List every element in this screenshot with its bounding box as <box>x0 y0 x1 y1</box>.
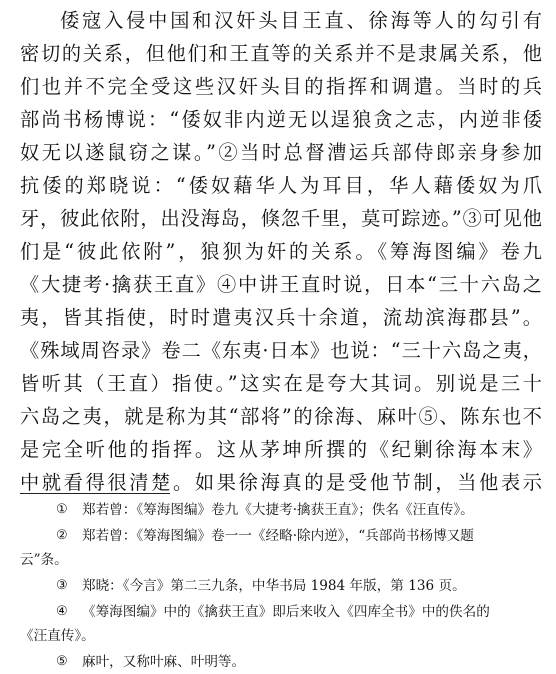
footnote-number: ④ <box>56 604 68 619</box>
text-line: 牙，彼此依附，出没海岛，倏忽千里，莫可踪迹。”③可见他 <box>20 207 542 230</box>
text-line: 们也并不完全受这些汉奸头目的指挥和调遣。当时的兵 <box>20 75 542 98</box>
text-line: 抗倭的郑晓说：“倭奴藉华人为耳目，华人藉倭奴为爪 <box>20 174 542 197</box>
footnote-text: 《筹海图编》中的《擒获王直》即后来收入《四库全书》中的佚名的 <box>82 604 490 620</box>
text-line: 《殊域周咨录》卷二《东夷·日本》也说：“三十六岛之夷， <box>20 339 542 362</box>
text-line: 《大捷考·擒获王直》④中讲王直时说，日本“三十六岛之 <box>20 273 542 296</box>
footnote-number: ② <box>56 528 68 543</box>
text-line: 是完全听他的指挥。这从茅坤所撰的《纪剿徐海本末》 <box>20 438 542 461</box>
footnote-number: ① <box>56 502 68 517</box>
text-line: 六岛之夷，就是称为其“部将”的徐海、麻叶⑤、陈东也不 <box>20 405 542 428</box>
text-line: 奴无以遂鼠窃之谋。”②当时总督漕运兵部侍郎亲身参加 <box>20 141 542 164</box>
text-line: 密切的关系，但他们和王直等的关系并不是隶属关系，他 <box>20 42 542 65</box>
footnote-number: ⑤ <box>56 654 68 669</box>
footnote-text: 郑晓：《今言》第二三九条，中华书局 1984 年版，第 136 页。 <box>82 578 466 594</box>
text-line: 中就看得很清楚。如果徐海真的是受他节制，当他表示 <box>20 471 542 494</box>
footnote-text: 郑若曾：《筹海图编》卷一一《经略·除内逆》，“兵部尚书杨博又题 <box>82 528 474 544</box>
footnote-text-continued: 云”条。 <box>20 552 68 568</box>
text-line: 部尚书杨博说：“倭奴非内逆无以逞狼贪之志，内逆非倭 <box>20 108 542 131</box>
footnote-divider <box>20 493 170 494</box>
footnote-text: 麻叶，又称叶麻、叶明等。 <box>82 654 246 670</box>
text-line: 们是“彼此依附”，狼狈为奸的关系。《筹海图编》卷九 <box>20 240 542 263</box>
footnote-number: ③ <box>56 578 68 593</box>
text-line: 倭寇入侵中国和汉奸头目王直、徐海等人的勾引有 <box>60 9 542 32</box>
footnote-text: 郑若曾：《筹海图编》卷九《大捷考·擒获王直》；佚名《汪直传》。 <box>82 502 474 518</box>
text-line: 皆听其（王直）指使。”这实在是夸大其词。别说是三十 <box>20 372 542 395</box>
footnote-text-continued: 《汪直传》。 <box>20 628 95 644</box>
text-line: 夷，皆其指使，时时遣夷汉兵十余道，流劫滨海郡县”。 <box>20 306 542 329</box>
